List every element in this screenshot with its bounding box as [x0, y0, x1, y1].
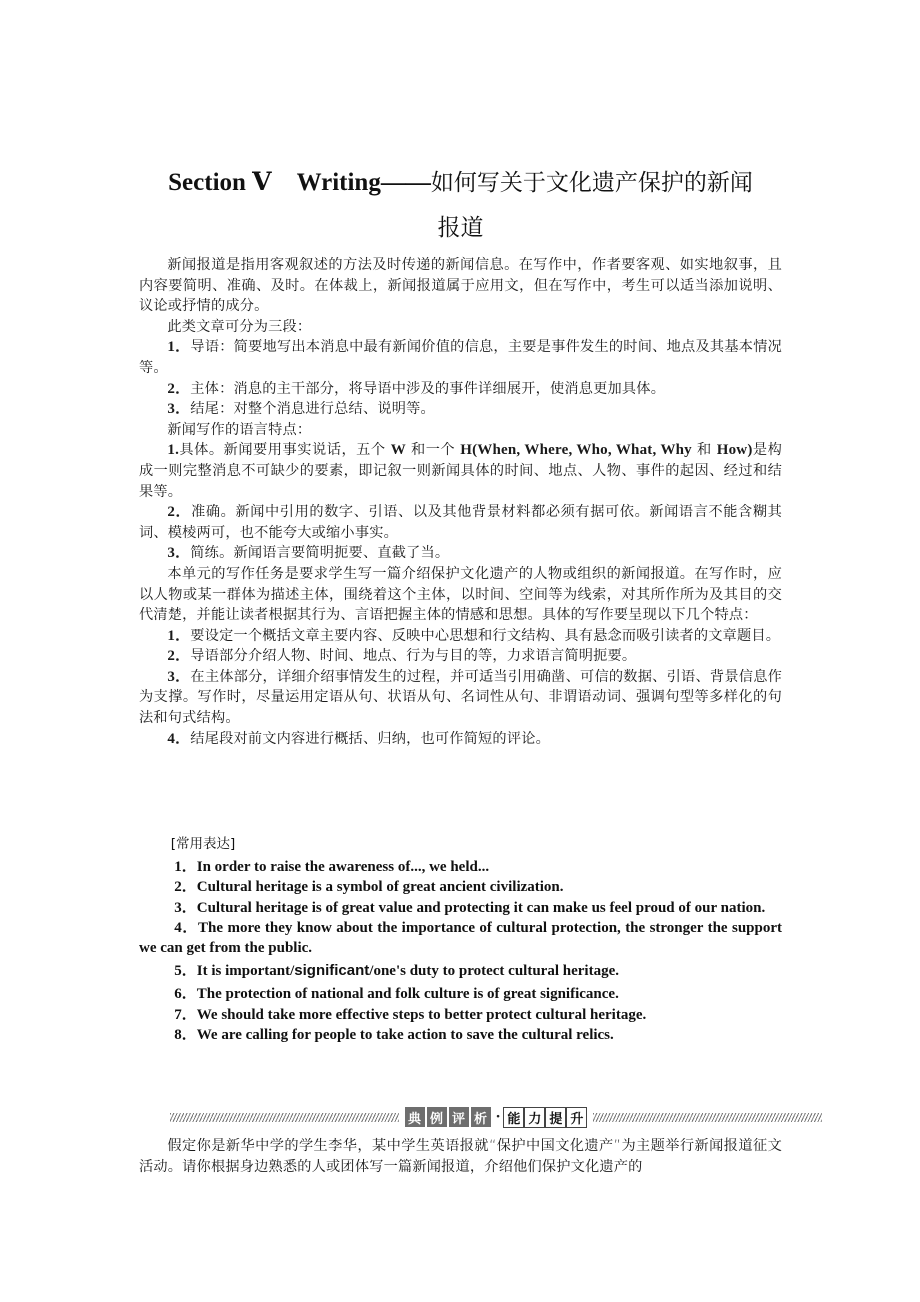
title-chinese: 如何写关于文化遗产保护的新闻	[430, 170, 753, 196]
intro-section	[139, 255, 782, 749]
banner-char: 能	[503, 1107, 524, 1128]
banner-char: 析	[471, 1107, 491, 1127]
expression-item: 1．In order to raise the awareness of..., we held...	[174, 859, 490, 876]
banner-char: 升	[566, 1107, 587, 1128]
task-point-1: 1．要设定一个概括文章主要内容、反映中心思想和行文结构、具有悬念而吸引读者的文章题目。	[167, 627, 781, 644]
feature-item-3: 3．简练。新闻语言要简明扼要、直截了当。	[167, 545, 450, 562]
task-point-2: 2．导语部分介绍人物、时间、地点、行为与目的等，力求语言简明扼要。	[167, 648, 637, 665]
intro-paragraph: 新闻报道是指用客观叙述的方法及时传递的新闻信息。在写作中，作者要客观、如实地叙事，且内容要简明、准确、及时。在体裁上，新闻报道属于应用文，但在写作中，考生可以适当添加说明、议论或抒情的成分。	[139, 257, 782, 315]
expression-item: 5．It is important/significant/one's duty to protect cultural heritage.	[174, 962, 619, 980]
banner-char: 典	[405, 1107, 425, 1127]
structure-item-2: 2．主体：消息的主干部分，将导语中涉及的事件详细展开，使消息更加具体。	[167, 380, 666, 397]
feature-item-2: 2．准确。新闻中引用的数字、引语、以及其他背景材料都必须有据可依。新闻语言不能含糊其词、模棱两可，也不能夸大或缩小事实。	[139, 504, 782, 541]
exercise-prompt: 假定你是新华中学的学生李华，某中学生英语报就“保护中国文化遗产”为主题举行新闻报道征文活动。请你根据身边熟悉的人或团体写一篇新闻报道，介绍他们保护文化遗产的	[139, 1138, 782, 1175]
expressions-heading: [常用表达]	[170, 836, 236, 852]
expression-item: 3．Cultural heritage is of great value and protecting it can make us feel proud of our nation.	[174, 899, 766, 916]
banner-char: 评	[449, 1107, 469, 1127]
banner-char: 提	[545, 1107, 566, 1128]
page-title-continued	[139, 209, 782, 242]
banner-char: 力	[524, 1107, 545, 1128]
feature-item-1: 1.具体。新闻要用事实说话，五个 W 和一个 H(When, Where, Who, What, Why 和 How)是构成一则完整消息不可缺少的要素，即记叙一则新闻具体的时间、地点、人物、事件的起因、经过和结果等。	[139, 442, 782, 500]
banner-separator: ·	[495, 1109, 501, 1125]
expression-item: 2．Cultural heritage is a symbol of great ancient civilization.	[174, 879, 564, 896]
section-banner	[170, 1106, 822, 1128]
hatch-divider-left	[170, 1113, 399, 1122]
banner-label	[405, 1107, 588, 1128]
exercise-section	[139, 1136, 782, 1178]
structure-item-1: 1．导语：简要地写出本消息中最有新闻价值的信息，主要是事件发生的时间、地点及其基本情况等。	[139, 339, 783, 376]
task-point-3: 3．在主体部分，详细介绍事情发生的过程，并可适当引用确凿、可信的数据、引语、背景信息作为支撑。写作时，尽量运用定语从句、状语从句、名词性从句、非谓语动词、强调句型等多样化的句法和句式结构。	[139, 668, 783, 727]
features-heading: 新闻写作的语言特点：	[167, 421, 312, 438]
structure-item-3: 3．结尾：对整个消息进行总结、说明等。	[167, 401, 435, 418]
expression-item: 8．We are calling for people to take action to save the cultural relics.	[174, 1026, 614, 1043]
expression-item: 7．We should take more effective steps to better protect cultural heritage.	[174, 1006, 647, 1023]
title-chinese-line2: 报道	[437, 215, 484, 241]
expression-item: 4．The more they know about the importance of cultural protection, the stronger the support we can get from the public.	[139, 919, 782, 957]
hatch-divider-right	[593, 1113, 822, 1122]
task-point-4: 4．结尾段对前文内容进行概括、归纳，也可作简短的评论。	[167, 730, 550, 747]
expression-item: 6．The protection of national and folk culture is of great significance.	[174, 986, 619, 1003]
common-expressions-section	[139, 834, 782, 1045]
task-paragraph: 本单元的写作任务是要求学生写一篇介绍保护文化遗产的人物或组织的新闻报道。在写作时，应以人物或某一群体为描述主体，围绕着这个主体，以时间、空间等为线索，对其所作所为及其目的交代清楚，并能让读者根据其行为、言语把握主体的情感和思想。具体的写作要呈现以下几个特点：	[139, 565, 782, 624]
title-english: Section Ⅴ Writing——	[168, 169, 431, 196]
page-title	[139, 162, 782, 198]
structure-heading: 此类文章可分为三段：	[167, 318, 312, 335]
banner-char: 例	[427, 1107, 447, 1127]
